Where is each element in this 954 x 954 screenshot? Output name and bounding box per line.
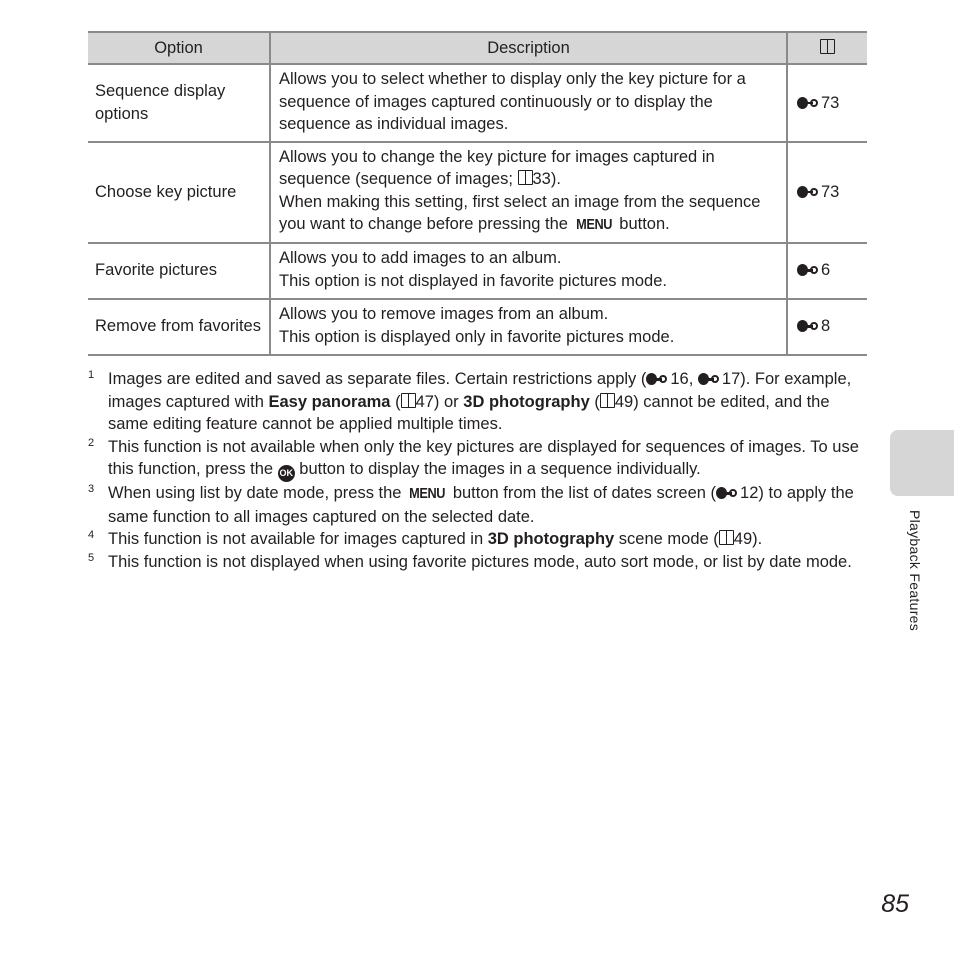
page-number: 85 [881,890,909,918]
footnote: 3 When using list by date mode, press the MENU button from the list of dates screen ( 12) to apply the same function to all images captured on the selected date. [88,482,866,528]
e-reference-icon [797,97,821,109]
section-tab [890,430,954,496]
footnote-number: 5 [88,551,95,564]
option-description: Allows you to remove images from an album. This option is displayed only in favorite pictures mode. [270,299,787,355]
footnote-number: 1 [88,369,95,381]
e-reference-icon [646,373,670,385]
table-header-row [88,32,867,64]
table-row [88,243,867,299]
header-description: Description [270,32,787,64]
book-icon [401,393,416,408]
option-description: Allows you to select whether to display only the key picture for a sequence of images captured continuously or to display the sequence as individual images. [270,64,787,142]
e-reference-icon [797,320,821,332]
footnote: 5 This function is not displayed when using favorite pictures mode, auto sort mode, or list by date mode. [88,551,866,574]
option-reference: 73 [787,142,867,243]
option-description: Allows you to change the key picture for images captured in sequence (sequence of images; 33). When making this setting, first select an image from the sequence you want to change before pressing the MENU button. [270,142,787,243]
option-name: Sequence display options [88,64,270,142]
footnote: 4 This function is not available for images captured in 3D photography scene mode ( 49). [88,528,866,551]
table-row [88,299,867,355]
footnote-number: 4 [88,529,95,541]
book-icon [518,170,533,185]
footnote: 2 This function is not available when only the key pictures are displayed for sequences of images. To use this function, press the OK button to display the images in a sequence individually. [88,436,866,483]
header-reference [787,32,867,64]
option-name: Favorite pictures [88,243,270,299]
menu-button-icon: MENU [575,216,612,233]
book-icon [719,530,734,545]
option-description: Allows you to add images to an album. This option is not displayed in favorite pictures mode. [270,243,787,299]
e-reference-icon [698,373,722,385]
footnote-number: 3 [88,483,95,495]
menu-button-icon: MENU [409,485,446,502]
option-name: Remove from favorites [88,299,270,355]
ok-button-icon: OK [278,465,295,482]
options-table [88,31,867,356]
option-reference: 8 [787,299,867,355]
option-reference: 73 [787,64,867,142]
book-icon [600,393,615,408]
option-reference: 6 [787,243,867,299]
option-name: Choose key picture [88,142,270,243]
footnote: 1 Images are edited and saved as separate files. Certain restrictions apply ( 16, 17). For example, images captured with Easy panorama ( 47) or 3D photography ( 49) cannot be edited, and the same editing feature cannot be applied multiple times. [88,368,866,436]
table-row [88,64,867,142]
table-row [88,142,867,243]
footnotes [88,368,866,573]
header-option: Option [88,32,270,64]
e-reference-icon [716,487,740,499]
footnote-number: 2 [88,436,95,449]
section-label: Playback Features [907,510,923,632]
book-icon [820,39,835,54]
e-reference-icon [797,264,821,276]
options-table-container [88,31,867,356]
e-reference-icon [797,186,821,198]
